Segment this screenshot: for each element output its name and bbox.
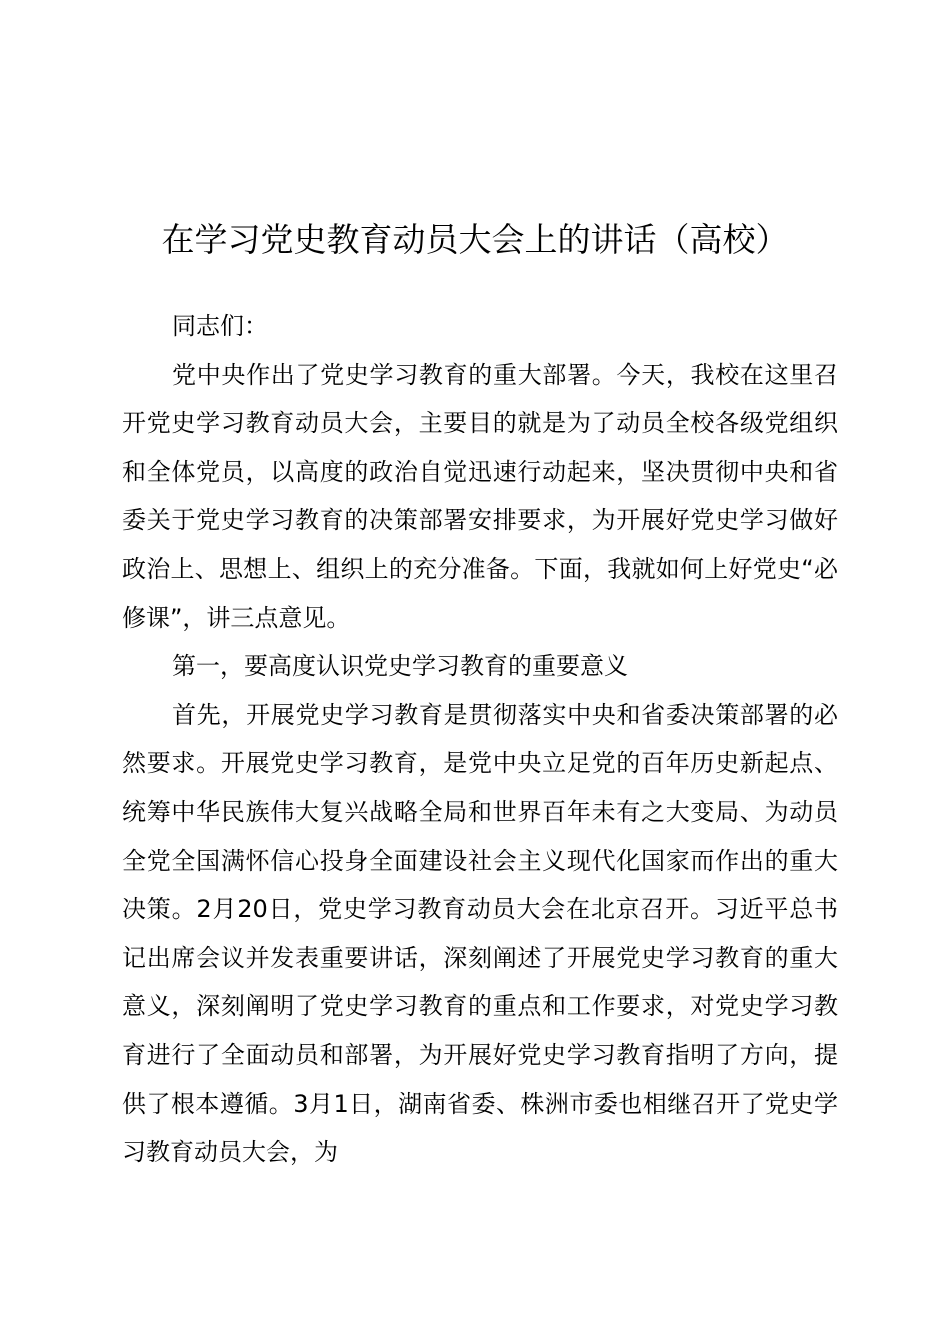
paragraph-first-point: 首先，开展党史学习教育是贯彻落实中央和省委决策部署的必然要求。开展党史学习教育，是党中央立足党的百年历史新起点、统筹中华民族伟大复兴战略全局和世界百年未有之大变局、为动员全党全国满怀信心投身全面建设社会主义现代化国家而作出的重大决策。2月20日，党史学习教育动员大会在北京召开。习近平总书记出席会议并发表重要讲话，深刻阐述了开展党史学习教育的重大意义，深刻阐明了党史学习教育的重点和工作要求，对党史学习教育进行了全面动员和部署，为开展好党史学习教育指明了方向，提供了根本遵循。3月1日，湖南省委、株洲市委也相继召开了党史学习教育动员大会，为 [122, 700, 838, 1167]
salutation: 同志们： [172, 312, 268, 340]
section-heading-first: 第一，要高度认识党史学习教育的重要意义 [172, 652, 628, 681]
paragraph-intro: 党中央作出了党史学习教育的重大部署。今天，我校在这里召开党史学习教育动员大会，主要目的就是为了动员全校各级党组织和全体党员，以高度的政治自觉迅速行动起来，坚决贯彻中央和省委关于党史学习教育的决策部署安排要求，为开展好党史学习做好政治上、思想上、组织上的充分准备。下面，我就如何上好党史“必修课”，讲三点意见。 [122, 360, 838, 632]
document-title: 在学习党史教育动员大会上的讲话（高校） [161, 220, 789, 259]
document-body [122, 302, 838, 1177]
